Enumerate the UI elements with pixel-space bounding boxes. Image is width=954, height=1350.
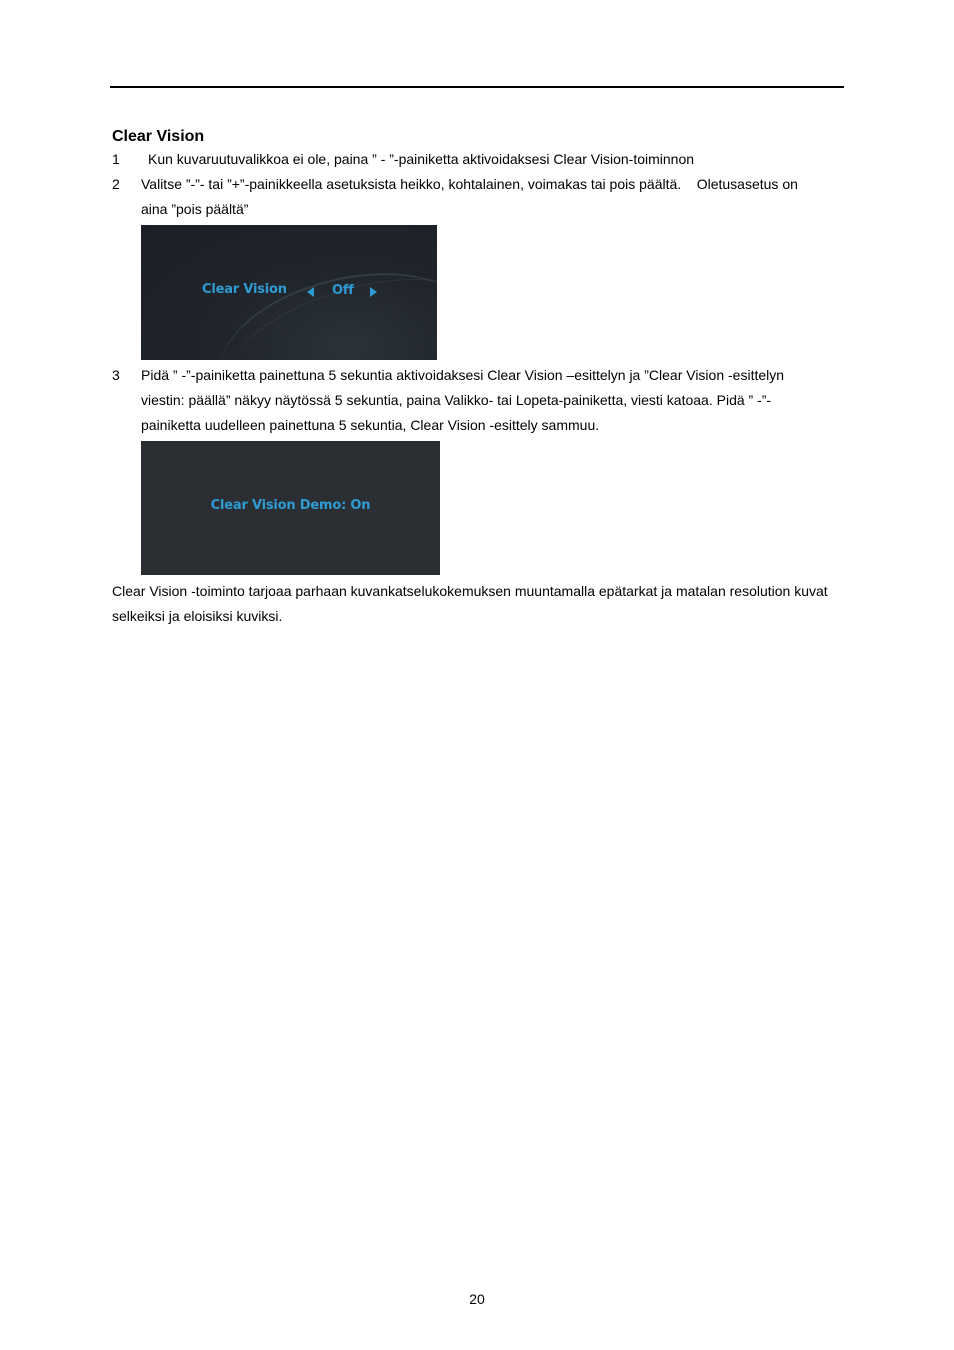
section-title: Clear Vision (112, 128, 205, 145)
osd-demo-message: Clear Vision Demo: On (210, 498, 371, 513)
step-text: Kun kuvaruutuvalikkoa ei ole, paina ” - ”-painiketta aktivoidaksesi Clear Vision-toiminnon (148, 151, 695, 167)
closing-paragraph: Clear Vision -toiminto tarjoaa parhaan kuvankatselukokemuksen muuntamalla epätarkat ja matalan resolution kuvat selkeiksi ja eloisiksi kuviksi. (112, 583, 828, 624)
step-number: 2 (112, 176, 120, 192)
step-text: Valitse ”-”- tai ”+”-painikkeella asetuksista heikko, kohtalainen, voimakas tai pois päältä. Oletusasetus on aina ”pois päältä” (141, 176, 798, 217)
osd-clear-vision-demo-image (141, 441, 440, 575)
step-item (112, 363, 812, 438)
page-number: 20 (469, 1291, 485, 1307)
osd-setting-label: Clear Vision (202, 282, 287, 297)
step-item (112, 172, 822, 222)
step-number: 1 (112, 151, 120, 167)
step-number: 3 (112, 367, 120, 383)
arrow-right-icon (370, 287, 377, 297)
step-item (112, 147, 832, 172)
osd-clear-vision-setting-image (141, 225, 437, 360)
step-text: Pidä ” -”-painiketta painettuna 5 sekuntia aktivoidaksesi Clear Vision –esittelyn ja ”Clear Vision -esittelyn viestin: päällä” näkyy näytössä 5 sekuntia, paina Valikko- tai Lopeta-painiketta, viesti katoaa. Pidä ” -”-painiketta uudelleen painettuna 5 sekuntia, Clear Vision -esittely sammuu. (141, 367, 785, 433)
header-rule (110, 86, 844, 88)
osd-setting-value: Off (332, 283, 354, 298)
arrow-left-icon (307, 287, 314, 297)
